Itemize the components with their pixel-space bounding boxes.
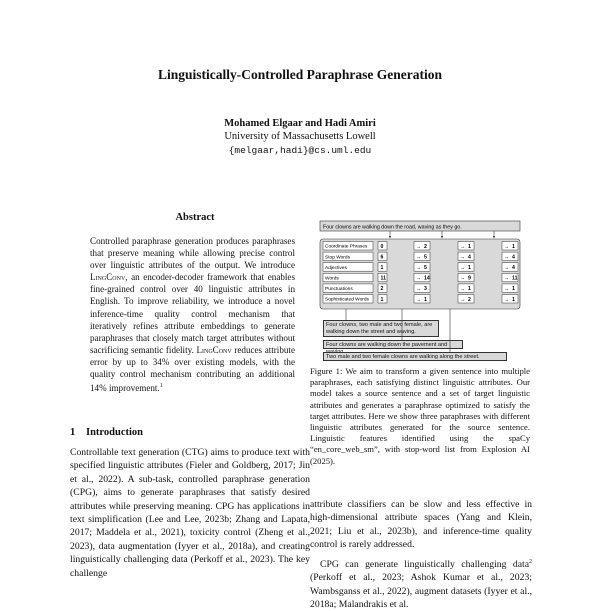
attribute-value: 2	[380, 286, 384, 293]
attribute-value: 5	[424, 265, 427, 271]
paraphrase-output: Two male and two female clowns are walking along the street.	[326, 354, 480, 360]
attribute-value: 3	[424, 286, 427, 293]
paraphrase-output: Four clowns, two male and two female, are walking down the street and waving.	[326, 322, 433, 335]
attribute-label: Stop Words	[325, 255, 350, 261]
arrow-icon: →	[460, 254, 466, 261]
author-email: {melgaar,hadi}@cs.uml.edu	[228, 145, 372, 156]
attribute-value: 1	[468, 265, 471, 271]
attribute-value: 1	[512, 296, 515, 303]
arrow-icon: →	[460, 286, 466, 293]
section-title: Introduction	[86, 427, 143, 438]
section-number: 1	[70, 427, 76, 438]
arrow-icon: →	[460, 243, 466, 250]
intro-paragraph: Controllable text generation (CTG) aims to produce text with specified linguistic attributes (Fieler and Goldberg, 2017; Jin et al., 2022). A sub-task, controlled paraphrase generation (CPG), aims to generate paraphrases that satisfy desired attributes while preserving meaning. CPG has applications in text simplification (Lee and Lee, 2023b; Zhang and Lapata, 2017; Maddela et al., 2021), toxicity control (Zheng et al., 2023), data augmentation (Iyyer et al., 2018a), and creating linguistically challenging data (Perkoff et al., 2023). The key challenge	[70, 447, 310, 579]
source-sentence: Four clowns are walking down the road, waving as they go.	[323, 224, 462, 231]
abstract-heading: Abstract	[175, 212, 215, 223]
attribute-value: 11	[512, 275, 518, 282]
lingconv-name: LingConv	[90, 272, 126, 283]
attribute-label: Words	[325, 276, 339, 282]
attribute-label: Adjectives	[325, 265, 347, 271]
attribute-value: 4	[512, 265, 515, 271]
attribute-value: 1	[424, 296, 427, 303]
attribute-value: 14	[424, 275, 430, 282]
caption-label: Figure 1:	[310, 366, 343, 376]
arrow-icon: →	[416, 243, 422, 250]
output-connectors	[318, 309, 528, 369]
lingconv-name: LingConv	[196, 344, 232, 355]
right-column-text	[310, 498, 532, 611]
attribute-value: 2	[424, 243, 427, 250]
arrow-icon: →	[460, 275, 466, 282]
attribute-label: Sophisticated Words	[325, 297, 369, 303]
section-heading	[70, 427, 320, 438]
arrow-icon: →	[460, 296, 466, 303]
attribute-value: 9	[468, 275, 471, 282]
intro-text	[70, 446, 310, 580]
attribute-value: 1	[512, 243, 515, 250]
arrow-icon: →	[504, 254, 510, 261]
arrow-icon: →	[416, 286, 422, 293]
arrow-icon: →	[416, 275, 422, 282]
attribute-value: 4	[512, 254, 515, 261]
caption-text: We aim to transform a given sentence into multiple paraphrases, each satisfying distinct linguistic attributes. Our model takes a source sentence and a set of target linguistic attributes and generates a paraphrase optimized to satisfy the target attributes. Here we show three paraphrases with different linguistic attributes generated for the source sentence. Linguistic features identified using the spaCy “en_core_web_sm”, with stop-word list from Explosion AI (2025).	[310, 366, 530, 466]
attribute-value: 1	[380, 296, 384, 303]
figure-output-layer	[318, 220, 528, 312]
attribute-value: 5	[424, 254, 427, 261]
arrow-icon: →	[504, 275, 510, 282]
right-paragraph: CPG can generate linguistically challenging data$^2$ (Perkoff et al., 2023; Ashok Kumar et al., 2023; Wambsganss et al., 2022), augment datasets (Iyyer et al., 2018a; Malandrakis et al.	[310, 558, 532, 611]
footnote-mark: 1	[159, 383, 163, 390]
arrow-icon: →	[504, 286, 510, 293]
author-affiliation: University of Massachusetts Lowell	[224, 131, 376, 142]
attribute-value: 6	[380, 254, 384, 261]
paper-authors: Mohamed Elgaar and Hadi Amiri	[224, 118, 376, 129]
attribute-value: 4	[468, 254, 471, 261]
footnote-mark: 2	[529, 558, 532, 565]
attribute-value: 1	[380, 265, 384, 271]
arrow-icon: →	[460, 265, 466, 272]
attribute-value: 1	[512, 286, 515, 293]
attribute-value: 11	[380, 275, 386, 282]
attribute-value: 2	[468, 296, 471, 303]
arrow-icon: →	[504, 296, 510, 303]
attribute-value: 0	[380, 243, 384, 250]
abstract-body: Controlled paraphrase generation produces paraphrases that preserve meaning while allowing precise control over linguistic attributes of the output. We introduce LingConv, an encoder-decoder framework that enables fine-grained control over 40 linguistic attributes in English. To improve reliability, we introduce a novel inference-time quality control mechanism that iteratively refines attribute embeddings to generate paraphrases that closely match target attributes without sacrificing semantic fidelity. LingConv reduces attribute error by up to 34% over existing models, with the quality control mechanism contributing an additional 14% improvement.$^1$	[90, 236, 295, 394]
attribute-value: 1	[468, 243, 471, 250]
arrow-icon: →	[416, 265, 422, 272]
attribute-label: Punctuations	[325, 287, 353, 293]
arrow-icon: →	[504, 243, 510, 250]
figure-caption	[310, 366, 530, 467]
arrow-icon: →	[504, 265, 510, 272]
arrow-icon: →	[416, 254, 422, 261]
attribute-label: Coordinate Phrases	[325, 244, 368, 250]
right-paragraph: attribute classifiers can be slow and less effective in high-dimensional attribute spaces (Yang and Klein, 2021; Liu et al., 2023b), and inference-time quality control is rarely addressed.	[310, 499, 532, 551]
paper-title: Linguistically-Controlled Paraphrase Generation	[158, 67, 442, 82]
arrow-icon: →	[416, 296, 422, 303]
attribute-value: 1	[468, 286, 471, 293]
paraphrase-output: Four clowns are walking down the pavement and	[326, 342, 448, 348]
